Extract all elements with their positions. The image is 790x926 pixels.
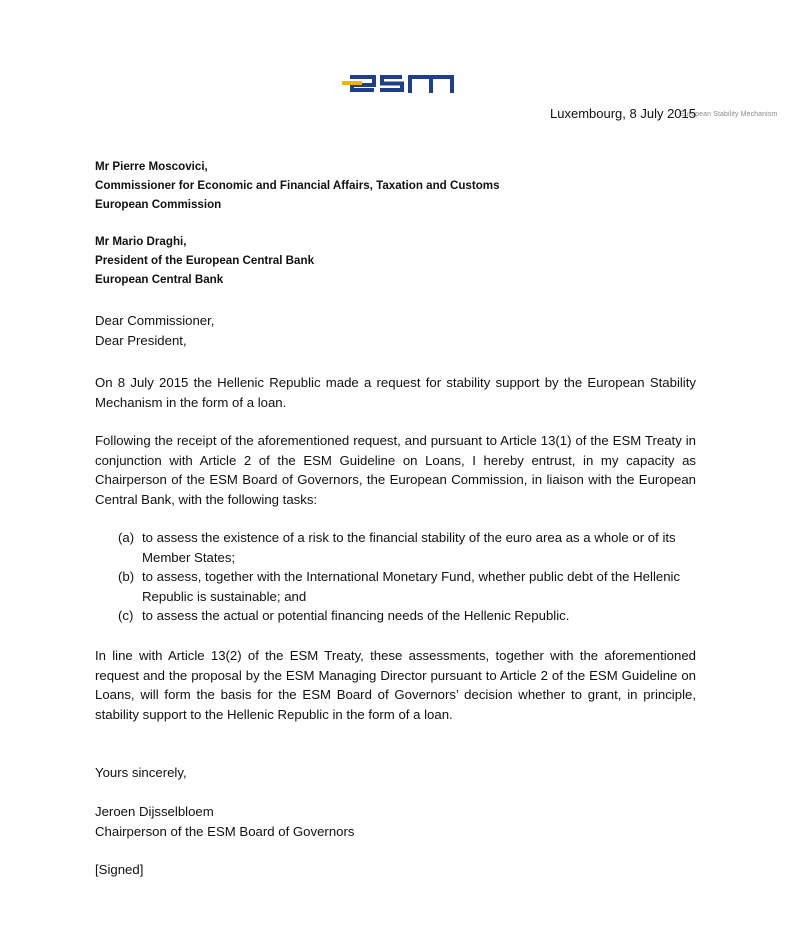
task-list (118, 528, 696, 626)
signatory-title: Chairperson of the ESM Board of Governors (95, 823, 355, 839)
salutation-line: Dear Commissioner, (95, 313, 215, 328)
letter-date: Luxembourg, 8 July 2015 (550, 106, 696, 121)
signed-note: [Signed] (95, 862, 144, 877)
paragraph-basis: In line with Article 13(2) of the ESM Treaty, these assessments, together with the aforementioned request and the proposal by the ESM Managing Director pursuant to Article 2 of the ESM Guideline on Loans, will form the basis for the ESM Board of Governors’ decision whether to grant, in principle, stability support to the Hellenic Republic in the form of a loan. (95, 648, 696, 722)
recipient-org: European Central Bank (95, 273, 224, 286)
paragraph-mandate: Following the receipt of the aforementioned request, and pursuant to Article 13(1) of the ESM Treaty in conjunction with Article 2 of the ESM Guideline on Loans, I hereby entrust, in my capacity as Chairperson of the ESM Board of Governors, the European Commission, in liaison with the European Central Bank, with the following tasks: (95, 433, 696, 507)
list-text: to assess, together with the International Monetary Fund, whether public debt of the Hellenic Republic is sustainable; and (142, 569, 681, 604)
recipient-block-2 (95, 232, 696, 289)
recipient-title: Commissioner for Economic and Financial Affairs, Taxation and Customs (95, 179, 500, 192)
list-item (118, 606, 696, 626)
signatory-block (95, 802, 696, 841)
list-text: to assess the existence of a risk to the financial stability of the euro area as a whole or of its Member States; (142, 530, 676, 565)
recipient-title: President of the European Central Bank (95, 254, 315, 267)
salutation-line: Dear President, (95, 332, 187, 348)
paragraph-request: On 8 July 2015 the Hellenic Republic made a request for stability support by the European Stability Mechanism in the form of a loan. (95, 375, 696, 410)
recipient-name: Mr Pierre Moscovici, (95, 160, 208, 173)
signatory-name: Jeroen Dijsselbloem (95, 804, 214, 819)
list-marker: (a) (118, 530, 135, 545)
list-item (118, 528, 696, 567)
closing: Yours sincerely, (95, 765, 187, 780)
logo-caption: European Stability Mechanism (680, 111, 778, 118)
recipient-block-1 (95, 157, 696, 214)
recipient-org: European Commission (95, 198, 222, 211)
list-item (118, 567, 696, 606)
recipient-name: Mr Mario Draghi, (95, 235, 187, 248)
list-marker: (b) (118, 569, 135, 585)
esm-logo-mark-icon (338, 65, 456, 95)
salutation (95, 311, 696, 350)
list-text: to assess the actual or potential financing needs of the Hellenic Republic. (142, 608, 570, 624)
list-marker: (c) (118, 608, 134, 624)
